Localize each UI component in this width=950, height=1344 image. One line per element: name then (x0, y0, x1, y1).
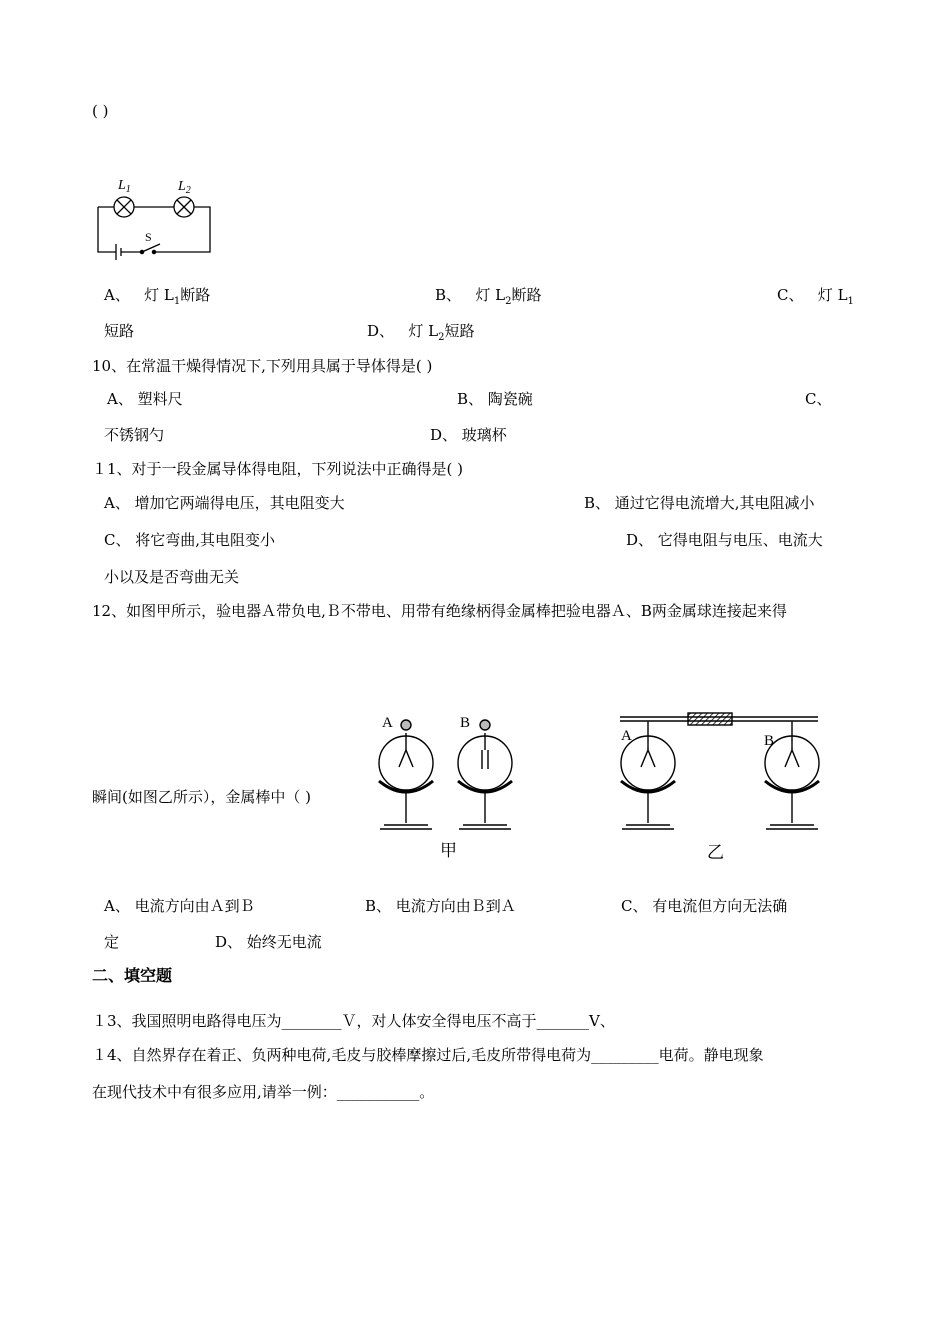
q10-option-c-cont: 不锈钢勺 (104, 426, 165, 444)
svg-text:B: B (764, 733, 775, 749)
figure-caption-jia: 甲 (440, 841, 457, 861)
section-title: 二、填空题 (92, 966, 173, 985)
q11-option-b[interactable]: B、 通过它得电流增大,其电阻减小 (584, 494, 815, 512)
q9-option-c[interactable]: C、 灯 $L_1$ (777, 286, 854, 307)
q9-option-c-cont: 短路 (104, 322, 135, 340)
q12-option-d[interactable]: D、 始终无电流 (215, 933, 322, 951)
svg-text:A: A (382, 715, 393, 731)
battery-icon (112, 244, 136, 260)
q10-option-c[interactable]: C、 (805, 390, 832, 408)
q11-stem: １1、对于一段金属导体得电阻，下列说法中正确得是( ) (92, 460, 464, 478)
svg-text:L1: $L_1$ (118, 178, 131, 195)
q14-text-cont: 在现代技术中有很多应用,请举一例：___________。 (92, 1083, 435, 1101)
q13-text: １3、我国照明电路得电压为________Ｖ，对人体安全得电压不高于_______V、 (92, 1012, 615, 1030)
q11-option-c[interactable]: C、 将它弯曲,其电阻变小 (104, 531, 276, 549)
q11-option-a[interactable]: A、 增加它两端得电压，其电阻变大 (104, 494, 345, 512)
q10-option-d[interactable]: D、 玻璃杯 (430, 426, 507, 444)
q10-stem: 10、在常温干燥得情况下,下列用具属于导体得是( ) (92, 357, 433, 375)
answer-paren: ( ) (92, 102, 109, 120)
svg-text:A: A (621, 728, 632, 744)
q12-stem: 12、如图甲所示，验电器Ａ带负电,Ｂ不带电、用带有绝缘柄得金属棒把验电器Ａ、B两金属球连接起来得 (92, 602, 787, 620)
q12-stem-cont: 瞬间(如图乙所示），金属棒中（ ) (92, 788, 311, 806)
q10-option-b[interactable]: B、 陶瓷碗 (457, 390, 533, 408)
q10-option-a[interactable]: A、 塑料尺 (107, 390, 183, 408)
insulating-handle (688, 713, 732, 725)
q9-option-a[interactable]: A、 灯 $L_1$断路 (104, 286, 211, 307)
svg-text:S: S (145, 230, 152, 244)
electroscope-a-left (379, 733, 433, 829)
q14-text: １4、自然界存在着正、负两种电荷,毛皮与胶棒摩擦过后,毛皮所带得电荷为_________电荷。静电现象 (92, 1046, 764, 1064)
electroscope-b-left (458, 733, 512, 829)
q12-option-a[interactable]: A、 电流方向由Ａ到Ｂ (104, 897, 255, 915)
figure-caption-yi: 乙 (707, 843, 724, 863)
q11-option-d[interactable]: D、 它得电阻与电压、电流大 (626, 531, 823, 549)
q11-option-d-cont: 小以及是否弯曲无关 (104, 568, 240, 586)
q9-option-d[interactable]: D、 灯 $L_2$短路 (367, 322, 475, 343)
switch-icon (136, 244, 160, 252)
q12-option-c-cont: 定 (104, 933, 120, 951)
electroscope-figure (370, 705, 830, 835)
q12-option-b[interactable]: B、 电流方向由Ｂ到Ａ (365, 897, 516, 915)
circuit-diagram (90, 170, 220, 260)
q12-option-c[interactable]: C、 有电流但方向无法确 (621, 897, 788, 915)
svg-text:B: B (460, 715, 471, 731)
svg-text:L2: $L_2$ (178, 179, 191, 196)
q9-option-b[interactable]: B、 灯 $L_2$断路 (435, 286, 542, 307)
